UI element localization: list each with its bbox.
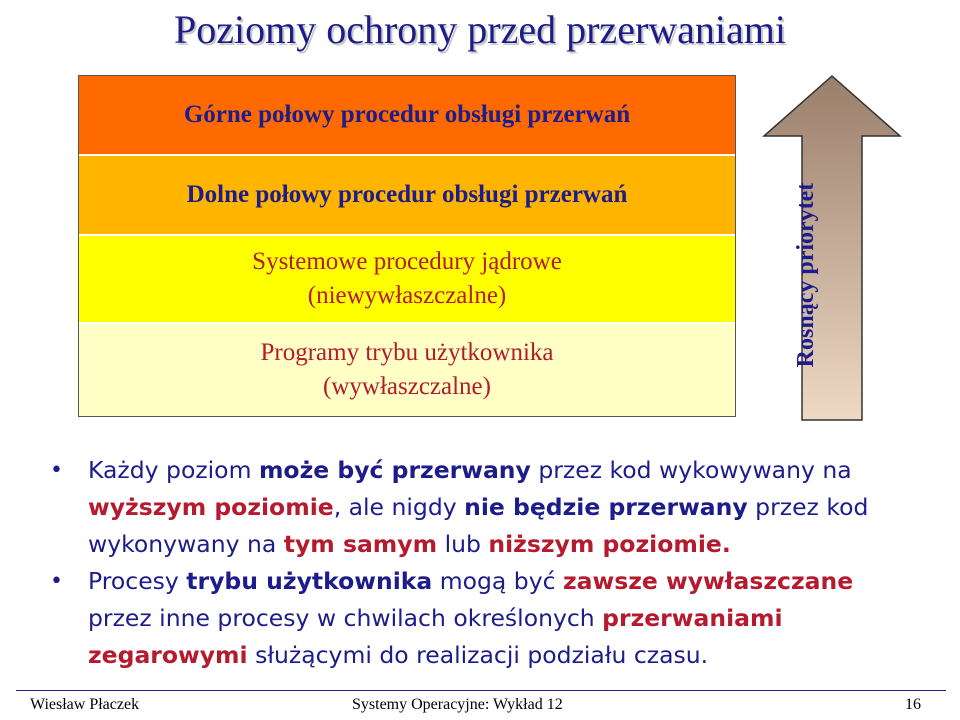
level-bottom-halves-label: Dolne połowy procedur obsługi przerwań — [186, 181, 628, 208]
footer-course: Systemy Operacyjne: Wykład 12 — [352, 696, 563, 713]
up-arrow-icon — [762, 74, 902, 422]
level-user-label: Programy trybu użytkownika — [260, 339, 554, 366]
level-kernel-sub: (niewywłaszczalne) — [307, 282, 507, 309]
footer-divider — [16, 690, 946, 691]
footer-author: Wiesław Płaczek — [30, 696, 140, 713]
footer-page-number: 16 — [905, 696, 921, 713]
bullet-item — [50, 452, 910, 563]
level-bottom-halves — [79, 156, 735, 236]
priority-levels — [78, 75, 736, 417]
bullet-text: Procesy trybu użytkownika mogą być zawsze wywłaszczane przez inne procesy w chwilach określonych przerwaniami zegarowymi służącymi do realizacji podziału czasu. — [88, 567, 854, 669]
level-top-halves-label: Górne połowy procedur obsługi przerwań — [183, 101, 631, 128]
bullet-icon: • — [50, 458, 63, 483]
level-user-sub: (wywłaszczalne) — [323, 373, 491, 400]
level-kernel-label: Systemowe procedury jądrowe — [252, 248, 562, 275]
slide-title: Poziomy ochrony przed przerwaniami — [173, 7, 786, 52]
bullet-text: Każdy poziom może być przerwany przez kod wykowywany na wyższym poziomie, ale nigdy nie będzie przerwany przez kod wykonywany na tym samym lub niższym poziomie. — [88, 456, 869, 558]
arrow-label: Rosnący priorytet — [793, 182, 819, 368]
priority-arrow — [762, 74, 902, 422]
bullet-item — [50, 563, 910, 674]
level-kernel — [79, 236, 735, 324]
level-user — [79, 324, 735, 416]
bullet-list — [50, 452, 910, 674]
bullet-icon: • — [50, 569, 63, 594]
level-top-halves — [79, 76, 735, 156]
